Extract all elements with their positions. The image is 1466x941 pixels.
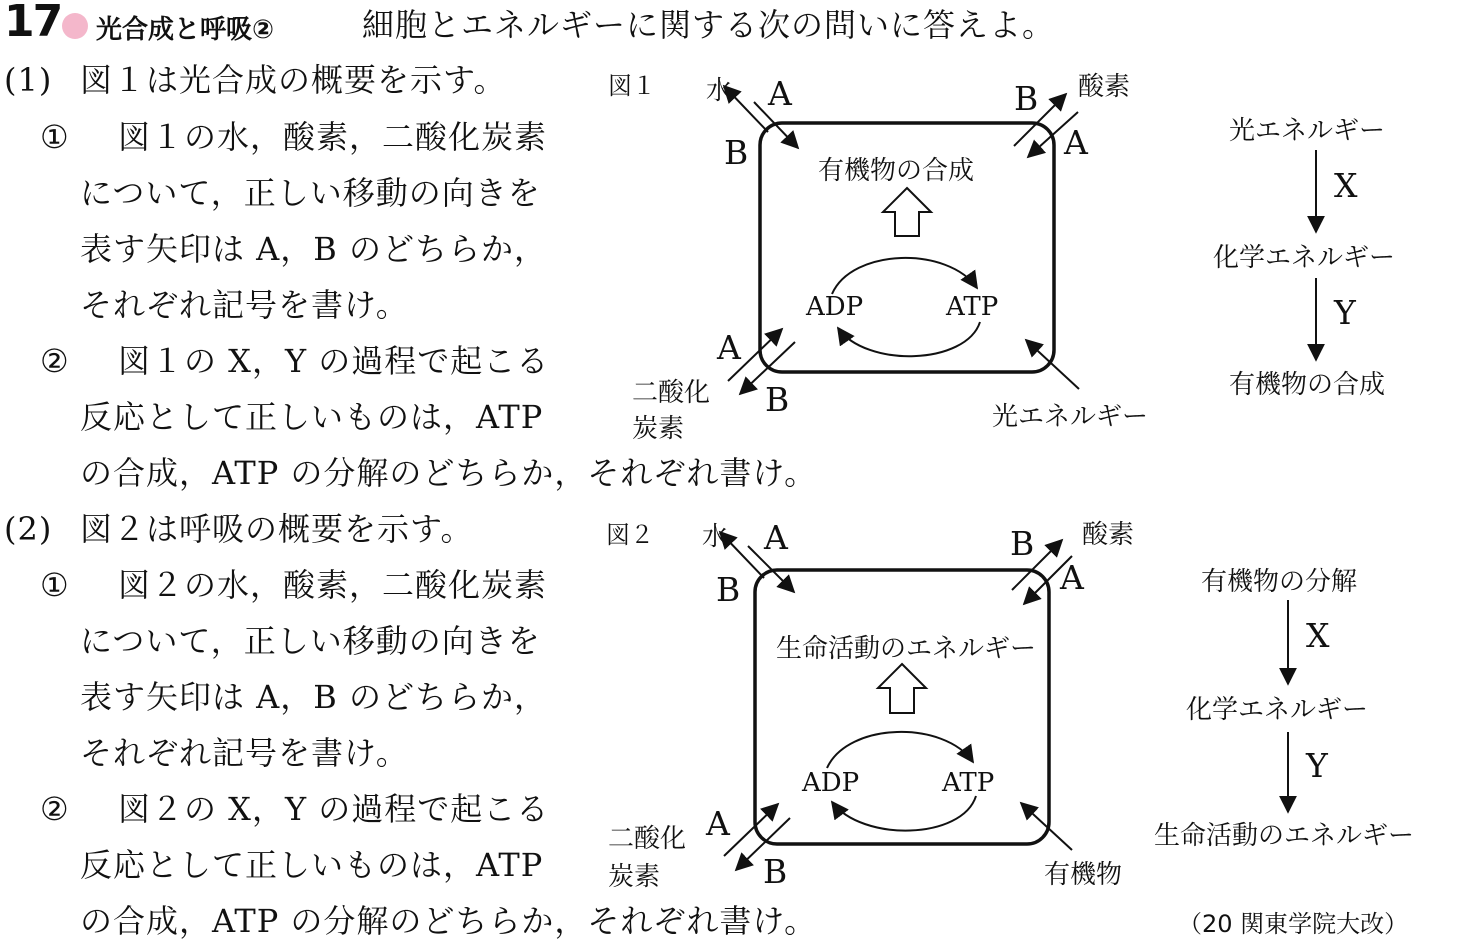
figure1-flow-step-1: 光エネルギー [1229,116,1386,146]
question-title: 光合成と呼吸② [96,15,275,45]
source-citation: （20 関東学院大改） [1178,910,1409,938]
part1-label: (1) [4,61,53,99]
figure1-co2-letter-a: A [717,328,741,367]
part1-q1-line: について，正しい移動の向きを [80,174,541,212]
figure2-cell-box [755,570,1049,844]
figure2-water-letter-a: A [764,518,788,557]
figure2-flow-y: Y [1306,746,1328,785]
part2-q1-line: について，正しい移動の向きを [80,622,541,660]
part2-q1-line: 表す矢印は A，B のどちらか， [80,678,547,716]
figure2-box-title: 生命活動のエネルギー [776,634,1037,664]
figure1-co2-letter-b: B [765,380,790,419]
part1-q1-line: それぞれ記号を書け。 [80,286,409,324]
figure2-flow-step-3: 生命活動のエネルギー [1154,821,1415,851]
part1-q1-line: 図１の水，酸素，二酸化炭素 [118,118,548,156]
part2-q2-line: 反応として正しいものは，ATP [80,846,544,884]
figure2-cycle-bottom-arrow [832,796,976,831]
figure2-water-label: 水 [702,522,729,552]
part1-q2-number: ② [40,342,70,380]
figure1-oxygen-letter-b: B [1014,79,1039,118]
figure2-co2-letter-b: B [763,852,788,891]
figure1-co2-label-line1: 二酸化 [632,378,711,408]
figure1-adp-label: ADP [806,292,864,322]
figure1-water-letter-b: B [724,133,749,172]
part1-q2-line: 図１の X，Y の過程で起こる [118,342,550,380]
figure1-energy-in-label: 光エネルギー [992,402,1149,432]
figure1-box-title: 有機物の合成 [818,156,975,186]
figure2-cycle-top-arrow [827,732,973,768]
figure2-co2-label-line2: 炭素 [608,862,661,892]
figure2-flow-step-1: 有機物の分解 [1201,567,1358,597]
figure2-label: 図２ [606,521,654,549]
part1-q2-line: の合成，ATP の分解のどちらか，それぞれ書け。 [80,454,818,492]
figure1-label: 図１ [608,72,656,100]
figure1-oxygen-label: 酸素 [1078,72,1131,102]
figure1-flow-y: Y [1334,293,1356,332]
figure2-oxygen-label: 酸素 [1082,520,1135,550]
part1-intro: 図１は光合成の概要を示す。 [80,61,507,99]
part2-q2-line: の合成，ATP の分解のどちらか，それぞれ書け。 [80,902,818,940]
figure2-co2-arrow-a [724,804,778,856]
figure1-cycle-bottom-arrow [838,322,980,356]
figure1-flow-step-3: 有機物の合成 [1229,370,1386,400]
figure1-co2-label-line2: 炭素 [632,414,685,444]
part2-label: (2) [4,510,53,548]
figure1-flow-step-2: 化学エネルギー [1213,243,1396,273]
figure1-cycle-top-arrow [832,258,977,294]
part2-intro: 図２は呼吸の概要を示す。 [80,510,474,548]
part1-q1-number: ① [40,118,70,156]
part1-q2-line: 反応として正しいものは，ATP [80,398,544,436]
figure1-flow-x: X [1334,166,1358,205]
figure2-energy-in-label: 有機物 [1044,860,1123,890]
figure2-co2-letter-a: A [706,804,730,843]
part2-q1-line: それぞれ記号を書け。 [80,734,409,772]
figure1-atp-label: ATP [946,292,999,322]
figure1-oxygen-letter-a: A [1064,123,1088,162]
figure2-up-arrow [878,664,926,713]
figure2-oxygen-letter-b: B [1010,524,1035,563]
figure2-flow-step-2: 化学エネルギー [1186,695,1369,725]
figure1-up-arrow [883,188,931,236]
question-lead: 細胞とエネルギーに関する次の問いに答えよ。 [362,6,1056,44]
part2-q1-line: 図２の水，酸素，二酸化炭素 [118,566,548,604]
figure1-water-letter-a: A [768,74,792,113]
figure2-oxygen-letter-a: A [1060,558,1084,597]
figure2-atp-label: ATP [942,768,995,798]
figure2-co2-label-line1: 二酸化 [608,824,687,854]
figure2-adp-label: ADP [802,768,860,798]
figure2-flow-x: X [1306,616,1330,655]
question-number: 17 [4,0,62,47]
figure2-water-letter-b: B [716,570,741,609]
figure1-water-label: 水 [706,76,733,106]
part2-q2-line: 図２の X，Y の過程で起こる [118,790,550,828]
part2-q1-number: ① [40,566,70,604]
part2-q2-number: ② [40,790,70,828]
part1-q1-line: 表す矢印は A，B のどちらか， [80,230,547,268]
